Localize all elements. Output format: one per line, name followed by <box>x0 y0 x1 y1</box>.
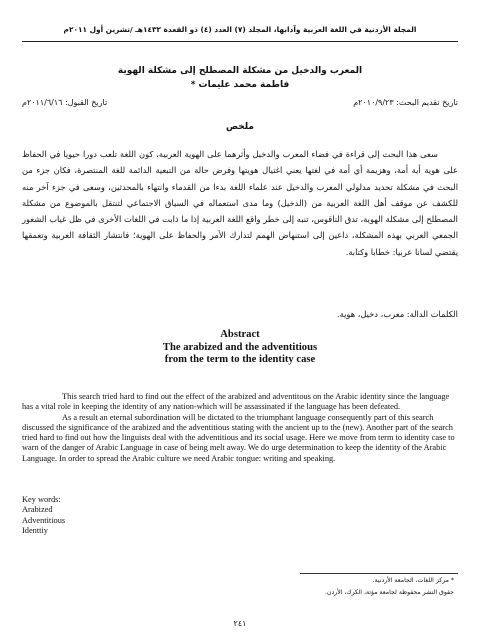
footnote-affiliation: * مركز اللغات، الجامعة الأردنية. <box>372 577 454 584</box>
english-abstract-title-block <box>0 329 480 367</box>
keyword-item: Adventitious <box>22 515 66 525</box>
english-abstract-paragraph-2: As a result an eternal subordination will be dictated to the triumphant language consequently part of this search discussed the significance of the arabized and the adventitious stating with the ancient up to the (new). Another part of the search tried hard to find out how the linguists deal with the adventitious and its social usage. Here we move from term to identity case to warn of the danger of Arabic Language in case of being melt away. We do urge determination to keep the identity of the Arabic Language. In order to spread the Arabic culture we need Arabic tongue: writing and speaking. <box>22 412 455 463</box>
footnote-rule <box>300 573 458 574</box>
arabic-abstract-paragraph: سعى هذا البحث إلى قراءة في فضاء المعرب والدخيل وأثرهما على الهوية العربية، كون اللغة تلعب دورا حيويا في الحفاظ على هوية أية أمة، وهزيمة أي أمة في لغتها يعني اغتيال هويتها وفرض حالة من التبعية الدائمة للغة المنتصرة، فكان جزء من البحث في مشكلة تحديد مدلولي المعرب والدخيل عند علماء اللغة بدءا من القدماء وانتهاء بالمحدثين، وسعى في جزء آخر منه للكشف عن موقف أهل اللغة العربية من (الدخيل) وما مدى استعماله في السياق الاجتماعي لتنتقل بالموضوع من مشكلة المصطلح إلى مشكلة الهوية، تدق الناقوس، تنبه إلى خطر واقع اللغة العربية إذا ما ذابت في اللغات الأخرى في ظل غياب الشعور الجمعي العربي بهذه المشكلة، داعين إلى استنهاض الهمم لتدارك الأمر والحفاظ على الهوية؛ فانتشار الثقافة العربية وتعمقها يقتضي لسانا عربيا: خطابا وكتابة. <box>22 149 458 257</box>
keywords-label: Key words: <box>22 495 61 504</box>
english-title-line-1: The arabized and the adventitious <box>162 341 318 353</box>
keyword-item: Identtiy <box>22 525 48 535</box>
submission-dates <box>22 98 458 107</box>
article-title-arabic: المعرب والدخيل من مشكلة المصطلح إلى مشكلة الهوية <box>117 66 363 76</box>
accepted-date: تاريخ القبول: ٢٠١١/٦/١٦م <box>22 98 108 107</box>
arabic-abstract-body <box>22 146 458 260</box>
arabic-abstract-heading: ملخص <box>225 122 254 132</box>
submitted-date: تاريخ تقديم البحث: ٢٠١٠/٩/٢٣م <box>353 98 458 107</box>
page-number: ٢٤١ <box>233 619 247 628</box>
footnote-copyright: حقوق النشر محفوظة لجامعة مؤتة، الكرك، الأردن. <box>325 589 454 596</box>
author-name: فاطمة محمد عليمات * <box>190 80 290 90</box>
english-abstract-body <box>22 392 458 464</box>
arabic-keywords: الكلمات الدالة: معرب، دخيل، هوية. <box>337 309 458 319</box>
english-abstract-heading: Abstract <box>220 329 260 340</box>
english-title-line-2: from the term to the identity case <box>164 354 316 365</box>
header-rule <box>22 41 458 42</box>
keyword-item: Arabized <box>22 505 53 515</box>
english-keywords <box>22 495 65 536</box>
running-header: المجلة الأردنية في اللغة العربية وآدابها، المجلد (٧) العدد (٤) ذو القعدة ١٤٣٢هـ /تشرين أول ٢٠١١م <box>63 25 417 34</box>
english-abstract-paragraph-1: This search tried hard to find out the effect of the arabized and adventitous on the Arabic identity since the language has a vital role in keeping the identity of any nation-which will be assassinated if the language has been defeated. <box>22 392 450 412</box>
